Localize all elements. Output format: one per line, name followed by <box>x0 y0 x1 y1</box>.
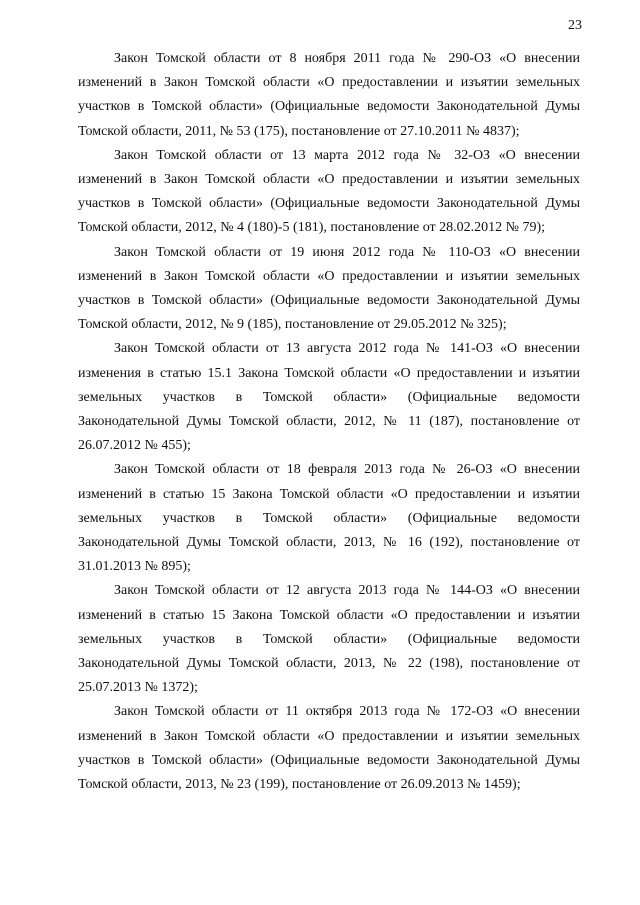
law-reference-paragraph: Закон Томской области от 19 июня 2012 года № 110-ОЗ «О внесении изменений в Закон Томской области «О предоставлении и изъятии земельных участков в Томской области» (Официальные ведомости Законодательной Думы Томской области, 2012, № 9 (185), постановление от 29.05.2012 № 325); <box>78 244 580 333</box>
law-reference-paragraph: Закон Томской области от 13 марта 2012 года № 32-ОЗ «О внесении изменений в Закон Томской области «О предоставлении и изъятии земельных участков в Томской области» (Официальные ведомости Законодательной Думы Томской области, 2012, № 4 (180)-5 (181), постановление от 28.02.2012 № 79); <box>78 147 580 236</box>
law-reference-paragraph: Закон Томской области от 18 февраля 2013 года № 26-ОЗ «О внесении изменений в статью 15 Закона Томской области «О предоставлении и изъятии земельных участков в Томской области» (Официальные ведомости Законодательной Думы Томской области, 2013, № 16 (192), постановление от 31.01.2013 № 895); <box>78 462 580 575</box>
document-body <box>78 47 580 797</box>
page-number: 23 <box>568 18 582 33</box>
law-reference-paragraph: Закон Томской области от 13 августа 2012 года № 141-ОЗ «О внесении изменения в статью 15.1 Закона Томской области «О предоставлении и изъятии земельных участков в Томской области» (Официальные ведомости Законодательной Думы Томской области, 2012, № 11 (187), постановление от 26.07.2012 № 455); <box>78 341 580 454</box>
law-reference-paragraph: Закон Томской области от 8 ноября 2011 года № 290-ОЗ «О внесении изменений в Закон Томской области «О предоставлении и изъятии земельных участков в Томской области» (Официальные ведомости Законодательной Думы Томской области, 2011, № 53 (175), постановление от 27.10.2011 № 4837); <box>78 51 580 139</box>
law-reference-paragraph: Закон Томской области от 12 августа 2013 года № 144-ОЗ «О внесении изменений в статью 15 Закона Томской области «О предоставлении и изъятии земельных участков в Томской области» (Официальные ведомости Законодательной Думы Томской области, 2013, № 22 (198), постановление от 25.07.2013 № 1372); <box>78 583 580 696</box>
law-reference-paragraph: Закон Томской области от 11 октября 2013 года № 172-ОЗ «О внесении изменений в Закон Томской области «О предоставлении и изъятии земельных участков в Томской области» (Официальные ведомости Законодательной Думы Томской области, 2013, № 23 (199), постановление от 26.09.2013 № 1459); <box>78 704 580 793</box>
